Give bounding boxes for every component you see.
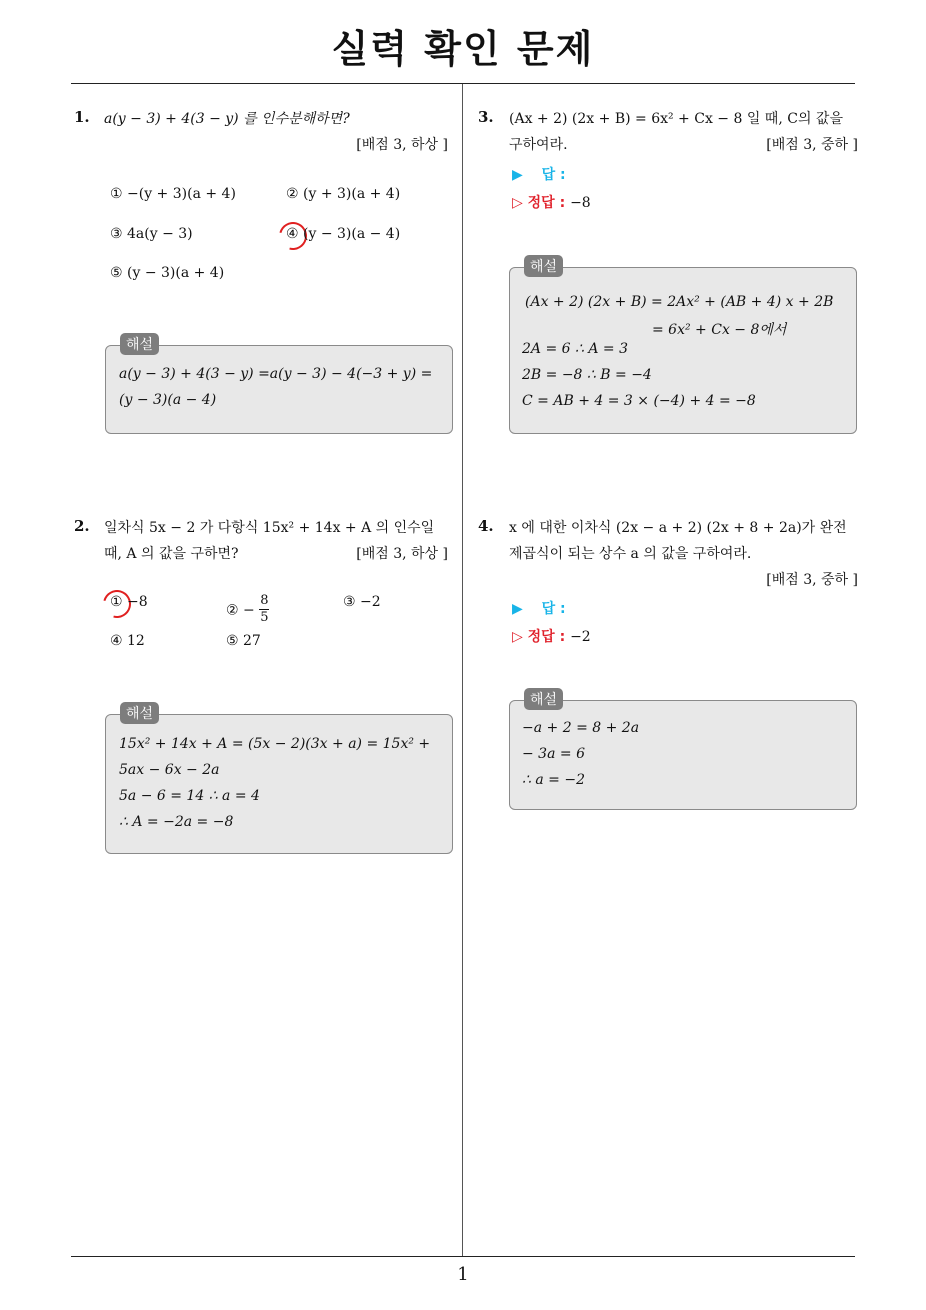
choice-2[interactable] (226, 594, 269, 627)
blue-play-triangle-icon: ▶ (512, 167, 523, 183)
choice-3[interactable]: ③ 4a(y − 3) (110, 226, 193, 242)
question-number: 1. (74, 108, 90, 126)
explanation-line: 2B = −8 ∴ B = −4 (522, 367, 652, 383)
score-label: [배점 3, 중하 ] (766, 137, 858, 153)
score-label: [배점 3, 하상 ] (356, 546, 448, 562)
explanation-box (105, 337, 453, 434)
question-number: 3. (478, 108, 494, 126)
correct-row (512, 626, 591, 646)
top-rule (71, 83, 855, 84)
choice-2-prefix: ② − (226, 602, 255, 619)
explanation-line: 5ax − 6x − 2a (119, 762, 220, 778)
explanation-line: − 3a = 6 (522, 746, 585, 762)
explanation-line: 15x² + 14x + A = (5x − 2)(3x + a) = 15x² + (119, 736, 431, 752)
score-label: [배점 3, 하상 ] (356, 137, 448, 153)
question-number: 2. (74, 517, 90, 535)
choice-1[interactable]: ① −(y + 3)(a + 4) (110, 186, 236, 202)
correct-label: 정답 : (527, 195, 566, 211)
choice-4[interactable]: ④ (y − 3)(a − 4) (286, 226, 401, 242)
fraction-denominator: 5 (260, 610, 269, 625)
bottom-rule (71, 1256, 855, 1257)
explanation-line: (y − 3)(a − 4) (119, 392, 217, 408)
column-divider (462, 84, 463, 1257)
correct-row (512, 192, 591, 212)
explanation-box (509, 259, 857, 434)
blue-play-triangle-icon: ▶ (512, 601, 523, 617)
question-text: 제곱식이 되는 상수 a 의 값을 구하여라. (509, 546, 752, 562)
choice-3[interactable]: ③ −2 (343, 594, 381, 610)
red-outline-triangle-icon: ▷ (512, 195, 523, 211)
fraction-numerator: 8 (260, 593, 269, 608)
choice-1[interactable]: ① −8 (110, 594, 148, 610)
question-number: 4. (478, 517, 494, 535)
explanation-line: −a + 2 = 8 + 2a (522, 720, 640, 736)
explanation-line: (Ax + 2) (2x + B) = 2Ax² + (AB + 4) x + 2B (525, 294, 834, 310)
answer-row (512, 164, 566, 184)
question-text: a(y − 3) + 4(3 − y) 를 인수분해하면? (104, 111, 350, 127)
fraction (259, 593, 269, 626)
choice-5[interactable]: ⑤ (y − 3)(a + 4) (110, 265, 225, 281)
explanation-line: a(y − 3) + 4(3 − y) =a(y − 3) − 4(−3 + y) = (119, 366, 433, 382)
explanation-line: 2A = 6 ∴ A = 3 (522, 341, 629, 357)
explanation-line: ∴ A = −2a = −8 (119, 814, 234, 830)
explanation-box (105, 706, 453, 854)
correct-label: 정답 : (527, 629, 566, 645)
question-text: 때, A 의 값을 구하면? (104, 546, 239, 562)
score-label: [배점 3, 중하 ] (766, 572, 858, 588)
page-title: 실력 확인 문제 (331, 27, 595, 71)
correct-value: −2 (570, 629, 591, 645)
answer-label: 답 : (541, 601, 566, 617)
explanation-box (509, 692, 857, 810)
explanation-tag: 해설 (120, 333, 159, 355)
choice-5[interactable]: ⑤ 27 (226, 633, 261, 649)
red-outline-triangle-icon: ▷ (512, 629, 523, 645)
explanation-line: C = AB + 4 = 3 × (−4) + 4 = −8 (522, 393, 756, 409)
explanation-line: 5a − 6 = 14 ∴ a = 4 (119, 788, 260, 804)
answer-row (512, 598, 566, 618)
explanation-tag: 해설 (524, 255, 563, 277)
answer-label: 답 : (541, 167, 566, 183)
question-text: x 에 대한 이차식 (2x − a + 2) (2x + 8 + 2a)가 완전 (509, 520, 847, 536)
question-text: 구하여라. (509, 137, 568, 153)
correct-value: −8 (570, 195, 591, 211)
question-text: (Ax + 2) (2x + B) = 6x² + Cx − 8 일 때, C의 값을 (509, 111, 843, 127)
page-number: 1 (457, 1264, 469, 1285)
question-text: 일차식 5x − 2 가 다항식 15x² + 14x + A 의 인수일 (104, 520, 435, 536)
explanation-line: = 6x² + Cx − 8에서 (652, 322, 787, 338)
explanation-tag: 해설 (524, 688, 563, 710)
explanation-tag: 해설 (120, 702, 159, 724)
explanation-line: ∴ a = −2 (522, 772, 585, 788)
choice-2[interactable]: ② (y + 3)(a + 4) (286, 186, 401, 202)
choice-4[interactable]: ④ 12 (110, 633, 145, 649)
